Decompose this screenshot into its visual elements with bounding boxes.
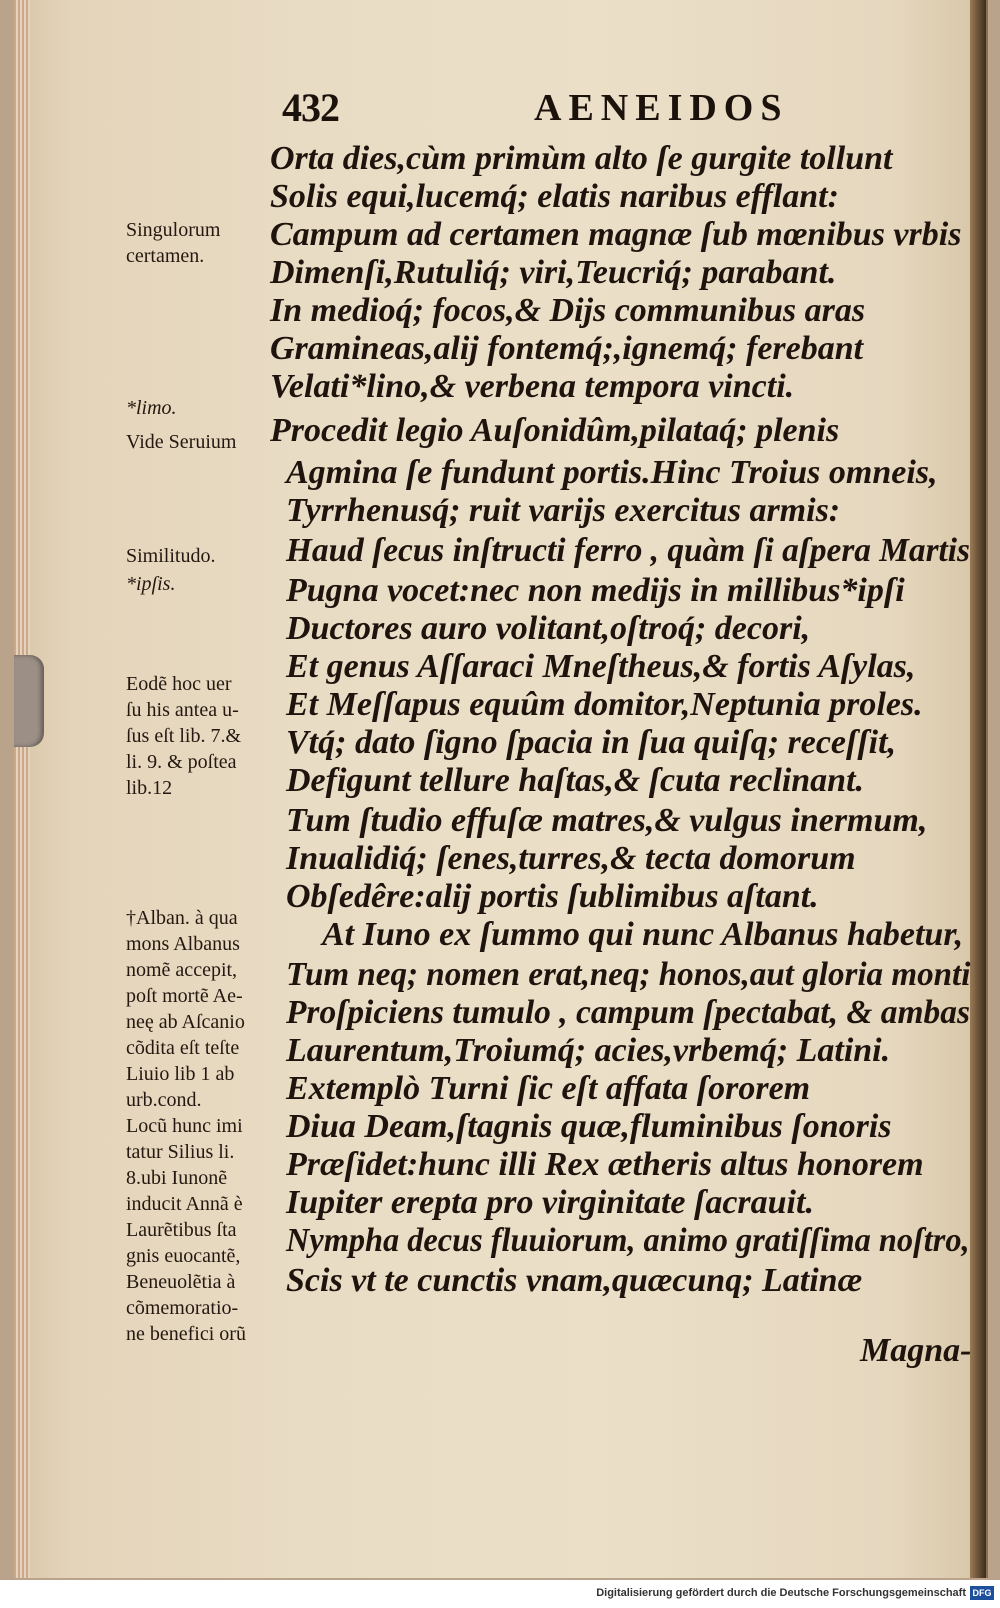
margin-note: Vide Seruium	[126, 431, 237, 453]
verse-line: Iupiter erepta pro virginitate ſacrauit.	[286, 1184, 814, 1221]
margin-note: *ipſis.	[126, 573, 176, 595]
margin-note: cõdita eſt teſte	[126, 1037, 240, 1059]
verse-line: At Iuno ex ſummo qui nunc Albanus habetur,	[322, 916, 964, 953]
footer-credit: Digitalisierung gefördert durch die Deutsche Forschungsgemeinschaft	[596, 1587, 966, 1599]
verse-line: Defigunt tellure haſtas,& ſcuta reclinant.	[286, 762, 865, 799]
margin-note: Similitudo.	[126, 545, 216, 567]
verse-line: Haud ſecus inſtructi ferro , quàm ſi aſpera Martis	[286, 532, 971, 569]
verse-line: Scis vt te cunctis vnam,quæcunq; Latinæ	[286, 1262, 863, 1299]
margin-note: gnis euocantẽ,	[126, 1245, 241, 1267]
verse-line: Diua Deam,ſtagnis quæ,fluminibus ſonoris	[286, 1108, 892, 1145]
margin-note: Singulorum	[126, 219, 221, 241]
verse-line: Tyrrhenusq́; ruit varijs exercitus armis:	[286, 492, 841, 529]
margin-note: mons Albanus	[126, 933, 240, 955]
margin-note: inducit Annã è	[126, 1193, 243, 1215]
margin-note: *limo.	[126, 397, 177, 419]
margin-note: Beneuolẽtia à	[126, 1271, 236, 1293]
margin-note: 8.ubi Iunonẽ	[126, 1167, 228, 1189]
verse-line: Agmina ſe fundunt portis.Hinc Troius omneis,	[286, 454, 938, 491]
verse-line: Gramineas,alij fontemq́;,ignemq́; ferebant	[270, 330, 864, 367]
margin-note: cõmemoratio-	[126, 1297, 239, 1319]
verse-line: Ductores auro volitant,oſtroq́; decori,	[286, 610, 811, 647]
verse-line: Orta dies,cùm primùm alto ſe gurgite tollunt	[270, 140, 893, 177]
verse-line: Procedit legio Auſonidûm,pilataq́; plenis	[270, 412, 840, 449]
catchword: Magna-	[860, 1332, 972, 1369]
margin-note: neę ab Aſcanio	[126, 1011, 245, 1033]
margin-note: tatur Silius li.	[126, 1141, 235, 1163]
verse-line: Solis equi,lucemq́; elatis naribus efflant:	[270, 178, 839, 215]
verse-line: Obſedêre:alij portis ſublimibus aſtant.	[286, 878, 819, 915]
verse-line: Tum ſtudio effuſæ matres,& vulgus inermum,	[286, 802, 928, 839]
margin-note: nomẽ accepit,	[126, 959, 238, 981]
verse-line: Pugna vocet:nec non medijs in millibus*ipſi	[286, 572, 905, 609]
running-head: AENEIDOS	[534, 87, 789, 129]
verse-line: Velati*lino,& verbena tempora vincti.	[270, 368, 795, 405]
margin-note: Laurẽtibus ſta	[126, 1219, 237, 1241]
verse-line: Nympha decus fluuiorum, animo gratiſſima noſtro,	[286, 1222, 970, 1259]
verse-line: Proſpiciens tumulo , campum ſpectabat, & ambas	[286, 994, 970, 1031]
verse-line: Dimenſi,Rutuliq́; viri,Teucriq́; parabant.	[270, 254, 837, 291]
page-number: 432	[282, 85, 339, 130]
verse-line: Et Meſſapus equûm domitor,Neptunia proles.	[286, 686, 923, 723]
footer-bar	[0, 1580, 1000, 1608]
margin-note: †Alban. à qua	[126, 907, 238, 929]
margin-note: li. 9. & poſtea	[126, 751, 237, 773]
margin-note: lib.12	[126, 777, 173, 799]
page-edge	[14, 0, 30, 1578]
verse-line: Vtq́; dato ſigno ſpacia in ſua quiſq; receſſit,	[286, 724, 897, 761]
margin-note: poſt mortẽ Ae-	[126, 985, 243, 1007]
verse-line: Inualidiq́; ſenes,turres,& tecta domorum	[286, 840, 856, 877]
verse-line: In medioq́; focos,& Dijs communibus aras	[270, 292, 866, 329]
book-page	[14, 0, 988, 1578]
margin-note: Eodẽ hoc uer	[126, 673, 232, 695]
margin-note: certamen.	[126, 245, 205, 267]
book-clasp	[14, 655, 44, 747]
binding-edge	[970, 0, 986, 1578]
verse-line: Extemplò Turni ſic eſt affata ſororem	[286, 1070, 811, 1107]
margin-note: Liuio lib 1 ab	[126, 1063, 235, 1085]
dfg-logo: DFG	[970, 1586, 994, 1600]
margin-note: Locũ hunc imi	[126, 1115, 243, 1137]
margin-note: ſu his antea u-	[126, 699, 239, 721]
verse-line: Campum ad certamen magnæ ſub mœnibus vrbis	[270, 216, 962, 253]
verse-line: Et genus Aſſaraci Mneſtheus,& fortis Aſylas,	[286, 648, 916, 685]
verse-line: Laurentum,Troiumq́; acies,vrbemq́; Latini.	[286, 1032, 891, 1069]
margin-note: ne benefici orũ	[126, 1323, 246, 1345]
margin-note: ſus eſt lib. 7.&	[126, 725, 241, 747]
margin-note: urb.cond.	[126, 1089, 202, 1111]
verse-line: Præſidet:hunc illi Rex ætheris altus honorem	[286, 1146, 924, 1183]
verse-line: Tum neq; nomen erat,neq; honos,aut gloria monti	[286, 956, 971, 993]
